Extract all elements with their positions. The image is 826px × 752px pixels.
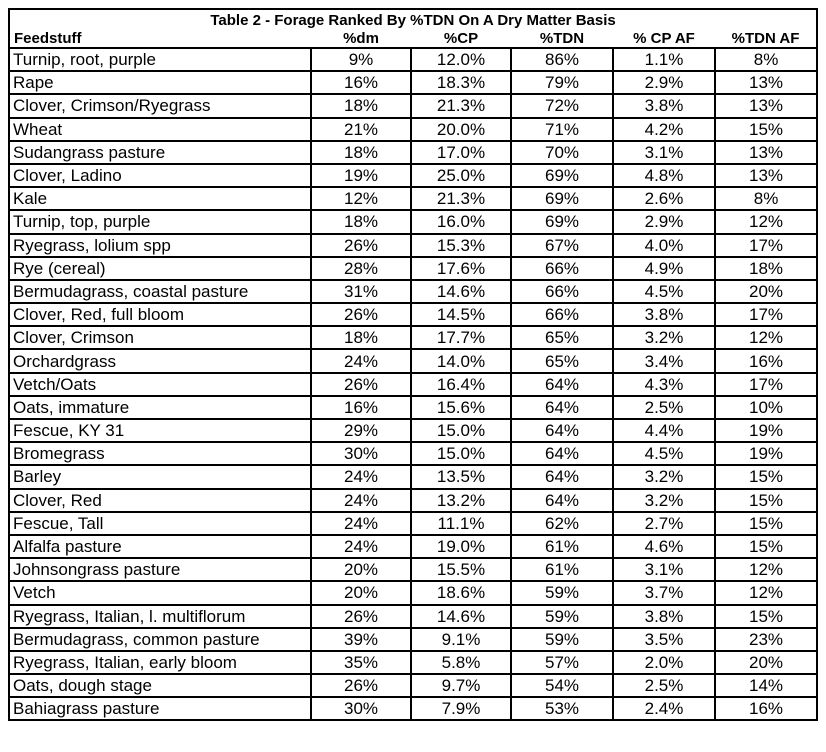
cell-cp: 21.3% xyxy=(411,94,511,117)
table-row xyxy=(9,303,817,326)
cell-tdn-af: 13% xyxy=(715,141,817,164)
cell-tdn: 59% xyxy=(511,605,613,628)
table-row xyxy=(9,628,817,651)
cell-tdn: 65% xyxy=(511,326,613,349)
table-row xyxy=(9,396,817,419)
table-row xyxy=(9,187,817,210)
forage-table xyxy=(8,8,818,721)
cell-cp: 5.8% xyxy=(411,651,511,674)
table-row xyxy=(9,581,817,604)
cell-cp: 13.5% xyxy=(411,465,511,488)
cell-tdn: 64% xyxy=(511,419,613,442)
table-row xyxy=(9,465,817,488)
cell-dm: 26% xyxy=(311,303,411,326)
table-title-row xyxy=(9,9,817,29)
cell-cp: 9.1% xyxy=(411,628,511,651)
cell-cp-af: 2.5% xyxy=(613,396,715,419)
cell-tdn: 65% xyxy=(511,349,613,372)
table-row xyxy=(9,419,817,442)
cell-cp: 16.4% xyxy=(411,373,511,396)
cell-dm: 24% xyxy=(311,535,411,558)
cell-feedstuff: Bermudagrass, coastal pasture xyxy=(9,280,311,303)
cell-tdn: 61% xyxy=(511,535,613,558)
cell-dm: 26% xyxy=(311,674,411,697)
cell-tdn-af: 12% xyxy=(715,326,817,349)
cell-tdn: 66% xyxy=(511,303,613,326)
table-row xyxy=(9,605,817,628)
cell-dm: 24% xyxy=(311,512,411,535)
cell-dm: 21% xyxy=(311,118,411,141)
cell-tdn-af: 18% xyxy=(715,257,817,280)
table-row xyxy=(9,71,817,94)
cell-cp: 19.0% xyxy=(411,535,511,558)
cell-feedstuff: Clover, Red, full bloom xyxy=(9,303,311,326)
cell-cp: 17.6% xyxy=(411,257,511,280)
cell-cp: 15.0% xyxy=(411,442,511,465)
cell-cp: 7.9% xyxy=(411,697,511,720)
cell-cp-af: 3.8% xyxy=(613,605,715,628)
cell-dm: 20% xyxy=(311,581,411,604)
cell-tdn-af: 12% xyxy=(715,558,817,581)
cell-dm: 26% xyxy=(311,605,411,628)
cell-cp-af: 3.8% xyxy=(613,94,715,117)
cell-cp: 14.6% xyxy=(411,280,511,303)
cell-dm: 18% xyxy=(311,94,411,117)
cell-tdn: 61% xyxy=(511,558,613,581)
cell-cp-af: 3.5% xyxy=(613,628,715,651)
cell-feedstuff: Fescue, KY 31 xyxy=(9,419,311,442)
cell-tdn: 69% xyxy=(511,187,613,210)
cell-feedstuff: Fescue, Tall xyxy=(9,512,311,535)
cell-tdn-af: 8% xyxy=(715,187,817,210)
cell-dm: 16% xyxy=(311,396,411,419)
cell-cp: 13.2% xyxy=(411,489,511,512)
cell-cp: 15.5% xyxy=(411,558,511,581)
cell-cp-af: 4.5% xyxy=(613,442,715,465)
cell-feedstuff: Johnsongrass pasture xyxy=(9,558,311,581)
cell-feedstuff: Bahiagrass pasture xyxy=(9,697,311,720)
cell-cp: 17.0% xyxy=(411,141,511,164)
header-tdn: %TDN xyxy=(511,29,613,48)
table-row xyxy=(9,118,817,141)
cell-tdn-af: 12% xyxy=(715,210,817,233)
cell-cp: 12.0% xyxy=(411,48,511,71)
table-header-row xyxy=(9,29,817,48)
cell-tdn-af: 17% xyxy=(715,234,817,257)
table-row xyxy=(9,48,817,71)
cell-tdn-af: 23% xyxy=(715,628,817,651)
cell-tdn-af: 17% xyxy=(715,303,817,326)
table-row xyxy=(9,558,817,581)
cell-feedstuff: Kale xyxy=(9,187,311,210)
cell-dm: 28% xyxy=(311,257,411,280)
header-dm: %dm xyxy=(311,29,411,48)
cell-cp: 11.1% xyxy=(411,512,511,535)
cell-dm: 9% xyxy=(311,48,411,71)
cell-cp-af: 1.1% xyxy=(613,48,715,71)
cell-feedstuff: Wheat xyxy=(9,118,311,141)
cell-dm: 24% xyxy=(311,349,411,372)
cell-tdn-af: 16% xyxy=(715,349,817,372)
cell-tdn-af: 8% xyxy=(715,48,817,71)
cell-tdn: 53% xyxy=(511,697,613,720)
cell-dm: 26% xyxy=(311,373,411,396)
cell-cp: 18.6% xyxy=(411,581,511,604)
cell-cp-af: 2.4% xyxy=(613,697,715,720)
cell-cp-af: 2.5% xyxy=(613,674,715,697)
cell-cp-af: 4.3% xyxy=(613,373,715,396)
cell-tdn: 86% xyxy=(511,48,613,71)
cell-tdn-af: 10% xyxy=(715,396,817,419)
cell-feedstuff: Barley xyxy=(9,465,311,488)
table-row xyxy=(9,373,817,396)
cell-tdn: 70% xyxy=(511,141,613,164)
cell-tdn-af: 15% xyxy=(715,535,817,558)
cell-cp-af: 4.5% xyxy=(613,280,715,303)
cell-dm: 16% xyxy=(311,71,411,94)
cell-cp-af: 2.0% xyxy=(613,651,715,674)
header-tdn-af: %TDN AF xyxy=(715,29,817,48)
cell-feedstuff: Clover, Red xyxy=(9,489,311,512)
cell-cp: 18.3% xyxy=(411,71,511,94)
cell-cp-af: 4.4% xyxy=(613,419,715,442)
cell-tdn-af: 14% xyxy=(715,674,817,697)
cell-feedstuff: Rye (cereal) xyxy=(9,257,311,280)
cell-feedstuff: Ryegrass, Italian, l. multiflorum xyxy=(9,605,311,628)
table-body xyxy=(9,48,817,720)
cell-dm: 18% xyxy=(311,210,411,233)
table-row xyxy=(9,674,817,697)
cell-cp: 21.3% xyxy=(411,187,511,210)
table-row xyxy=(9,489,817,512)
cell-cp-af: 2.6% xyxy=(613,187,715,210)
cell-cp: 15.0% xyxy=(411,419,511,442)
cell-dm: 20% xyxy=(311,558,411,581)
table-row xyxy=(9,234,817,257)
cell-cp-af: 3.2% xyxy=(613,326,715,349)
cell-tdn: 59% xyxy=(511,628,613,651)
cell-dm: 30% xyxy=(311,442,411,465)
header-cp-af: % CP AF xyxy=(613,29,715,48)
cell-feedstuff: Rape xyxy=(9,71,311,94)
cell-feedstuff: Turnip, top, purple xyxy=(9,210,311,233)
cell-tdn-af: 13% xyxy=(715,164,817,187)
cell-tdn: 79% xyxy=(511,71,613,94)
table-row xyxy=(9,164,817,187)
cell-dm: 24% xyxy=(311,465,411,488)
cell-tdn-af: 16% xyxy=(715,697,817,720)
cell-feedstuff: Orchardgrass xyxy=(9,349,311,372)
cell-cp-af: 4.8% xyxy=(613,164,715,187)
cell-cp: 15.6% xyxy=(411,396,511,419)
cell-feedstuff: Sudangrass pasture xyxy=(9,141,311,164)
cell-cp-af: 3.2% xyxy=(613,465,715,488)
cell-tdn-af: 15% xyxy=(715,465,817,488)
cell-cp: 14.0% xyxy=(411,349,511,372)
cell-cp: 25.0% xyxy=(411,164,511,187)
cell-feedstuff: Oats, dough stage xyxy=(9,674,311,697)
cell-cp: 17.7% xyxy=(411,326,511,349)
cell-cp-af: 4.9% xyxy=(613,257,715,280)
cell-dm: 29% xyxy=(311,419,411,442)
cell-tdn-af: 15% xyxy=(715,118,817,141)
cell-tdn-af: 15% xyxy=(715,489,817,512)
cell-tdn-af: 19% xyxy=(715,419,817,442)
cell-cp-af: 3.2% xyxy=(613,489,715,512)
cell-tdn-af: 17% xyxy=(715,373,817,396)
cell-dm: 12% xyxy=(311,187,411,210)
cell-cp: 9.7% xyxy=(411,674,511,697)
cell-cp: 16.0% xyxy=(411,210,511,233)
cell-cp-af: 3.7% xyxy=(613,581,715,604)
cell-dm: 31% xyxy=(311,280,411,303)
cell-tdn: 57% xyxy=(511,651,613,674)
cell-tdn-af: 15% xyxy=(715,605,817,628)
table-row xyxy=(9,697,817,720)
cell-cp-af: 4.6% xyxy=(613,535,715,558)
cell-cp: 14.5% xyxy=(411,303,511,326)
table-row xyxy=(9,94,817,117)
forage-table-container xyxy=(8,8,818,721)
cell-dm: 26% xyxy=(311,234,411,257)
table-row xyxy=(9,141,817,164)
cell-feedstuff: Alfalfa pasture xyxy=(9,535,311,558)
cell-feedstuff: Bromegrass xyxy=(9,442,311,465)
table-row xyxy=(9,651,817,674)
cell-tdn: 64% xyxy=(511,396,613,419)
cell-tdn: 69% xyxy=(511,164,613,187)
cell-cp-af: 3.8% xyxy=(613,303,715,326)
cell-tdn: 64% xyxy=(511,373,613,396)
cell-tdn: 69% xyxy=(511,210,613,233)
cell-cp-af: 2.9% xyxy=(613,71,715,94)
table-row xyxy=(9,349,817,372)
table-row xyxy=(9,257,817,280)
cell-feedstuff: Vetch/Oats xyxy=(9,373,311,396)
table-row xyxy=(9,326,817,349)
cell-tdn: 64% xyxy=(511,442,613,465)
header-cp: %CP xyxy=(411,29,511,48)
cell-tdn: 62% xyxy=(511,512,613,535)
cell-dm: 24% xyxy=(311,489,411,512)
header-feedstuff: Feedstuff xyxy=(9,29,311,48)
cell-tdn: 71% xyxy=(511,118,613,141)
cell-dm: 35% xyxy=(311,651,411,674)
table-title: Table 2 - Forage Ranked By %TDN On A Dry Matter Basis xyxy=(9,9,817,29)
cell-cp-af: 3.4% xyxy=(613,349,715,372)
table-row xyxy=(9,210,817,233)
cell-tdn: 64% xyxy=(511,489,613,512)
cell-dm: 30% xyxy=(311,697,411,720)
cell-cp-af: 3.1% xyxy=(613,141,715,164)
cell-cp: 20.0% xyxy=(411,118,511,141)
cell-cp-af: 4.0% xyxy=(613,234,715,257)
cell-tdn: 64% xyxy=(511,465,613,488)
cell-tdn-af: 19% xyxy=(715,442,817,465)
cell-feedstuff: Ryegrass, lolium spp xyxy=(9,234,311,257)
cell-tdn: 66% xyxy=(511,280,613,303)
cell-tdn: 72% xyxy=(511,94,613,117)
cell-tdn: 54% xyxy=(511,674,613,697)
cell-tdn: 66% xyxy=(511,257,613,280)
cell-feedstuff: Bermudagrass, common pasture xyxy=(9,628,311,651)
cell-feedstuff: Ryegrass, Italian, early bloom xyxy=(9,651,311,674)
table-row xyxy=(9,442,817,465)
table-row xyxy=(9,512,817,535)
cell-tdn-af: 20% xyxy=(715,651,817,674)
table-row xyxy=(9,280,817,303)
cell-cp-af: 4.2% xyxy=(613,118,715,141)
cell-dm: 39% xyxy=(311,628,411,651)
cell-tdn-af: 13% xyxy=(715,94,817,117)
cell-cp: 15.3% xyxy=(411,234,511,257)
cell-tdn-af: 12% xyxy=(715,581,817,604)
cell-dm: 18% xyxy=(311,141,411,164)
cell-cp-af: 2.7% xyxy=(613,512,715,535)
cell-tdn: 67% xyxy=(511,234,613,257)
cell-tdn: 59% xyxy=(511,581,613,604)
cell-dm: 18% xyxy=(311,326,411,349)
cell-feedstuff: Turnip, root, purple xyxy=(9,48,311,71)
cell-feedstuff: Clover, Crimson xyxy=(9,326,311,349)
cell-feedstuff: Clover, Ladino xyxy=(9,164,311,187)
cell-cp-af: 3.1% xyxy=(613,558,715,581)
table-row xyxy=(9,535,817,558)
cell-cp-af: 2.9% xyxy=(613,210,715,233)
cell-tdn-af: 13% xyxy=(715,71,817,94)
cell-tdn-af: 20% xyxy=(715,280,817,303)
cell-tdn-af: 15% xyxy=(715,512,817,535)
cell-dm: 19% xyxy=(311,164,411,187)
cell-cp: 14.6% xyxy=(411,605,511,628)
cell-feedstuff: Vetch xyxy=(9,581,311,604)
cell-feedstuff: Oats, immature xyxy=(9,396,311,419)
cell-feedstuff: Clover, Crimson/Ryegrass xyxy=(9,94,311,117)
